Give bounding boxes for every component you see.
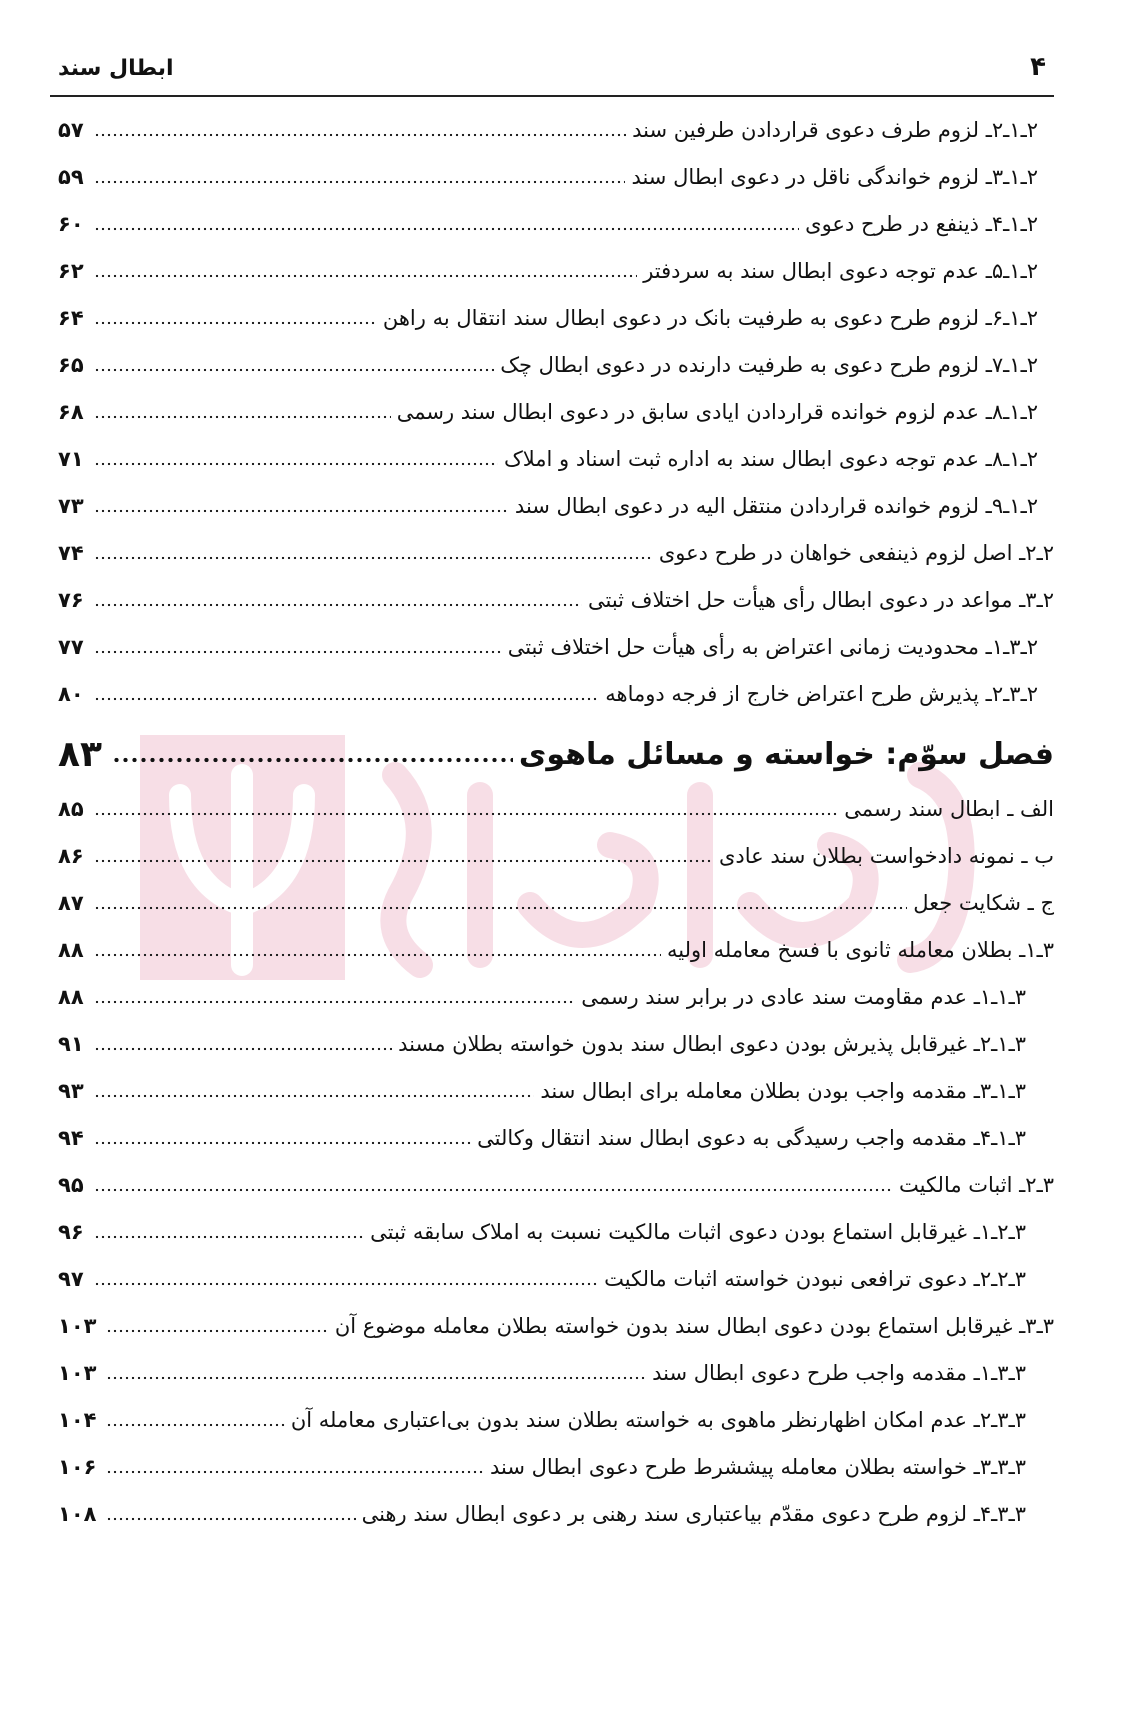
dot-leader bbox=[94, 953, 661, 957]
toc-entry[interactable] bbox=[58, 296, 1038, 340]
dot-leader bbox=[94, 1094, 535, 1098]
toc-entry[interactable] bbox=[58, 1116, 1026, 1160]
toc-entry[interactable] bbox=[58, 672, 1038, 716]
toc-title: ۳ـ۳ـ۲ـ عدم امکان اظهارنظر ماهوی به خواسته بطلان سند بدون بی‌اعتباری معامله آن bbox=[290, 1408, 1026, 1432]
toc-title: ۲ـ۲ـ اصل لزوم ذینفعی خواهان در طرح دعوی bbox=[658, 541, 1054, 565]
toc-title: ج ـ شکایت جعل bbox=[913, 891, 1054, 915]
toc-page: ۸۸ bbox=[58, 985, 84, 1009]
toc-entry[interactable] bbox=[58, 1398, 1026, 1442]
dot-leader bbox=[112, 757, 513, 763]
toc-title: ۳ـ۱ـ۲ـ غیرقابل پذیرش بودن دعوی ابطال سند بدون خواسته بطلان مسند bbox=[398, 1032, 1026, 1056]
dot-leader bbox=[94, 415, 391, 419]
toc-title: ۲ـ۱ـ۷ـ لزوم طرح دعوی به طرفیت دارنده در دعوی ابطال چک bbox=[500, 353, 1038, 377]
toc-page: ۶۵ bbox=[58, 353, 84, 377]
dot-leader bbox=[94, 274, 638, 278]
dot-leader bbox=[94, 1235, 364, 1239]
dot-leader bbox=[106, 1470, 484, 1474]
toc-entry[interactable] bbox=[58, 202, 1038, 246]
toc-entry[interactable] bbox=[58, 578, 1054, 622]
toc-title: ۲ـ۳ـ۱ـ محدودیت زمانی اعتراض به رأی هیأت حل اختلاف ثبتی bbox=[507, 635, 1038, 659]
toc-page: ۸۵ bbox=[58, 797, 84, 821]
toc-entry[interactable] bbox=[58, 1022, 1026, 1066]
toc-page: ۹۶ bbox=[58, 1220, 84, 1244]
toc-title: ۲ـ۳ـ۲ـ پذیرش طرح اعتراض خارج از فرجه دوماهه bbox=[605, 682, 1038, 706]
toc-entry[interactable] bbox=[58, 1304, 1054, 1348]
toc-title: ۳ـ۳ـ غیرقابل استماع بودن دعوی ابطال سند بدون خواسته بطلان معامله موضوع آن bbox=[334, 1314, 1054, 1338]
toc-title: ۳ـ۳ـ۳ـ خواسته بطلان معامله پیششرط طرح دعوی ابطال سند bbox=[489, 1455, 1026, 1479]
dot-leader bbox=[94, 556, 653, 560]
toc-title: ۲ـ۱ـ۸ـ عدم توجه دعوی ابطال سند به اداره ثبت اسناد و املاک bbox=[503, 447, 1038, 471]
toc-page: ۹۵ bbox=[58, 1173, 84, 1197]
toc-title: ۲ـ۱ـ۴ـ ذینفع در طرح دعوی bbox=[805, 212, 1038, 236]
toc-page: ۱۰۶ bbox=[58, 1455, 97, 1479]
toc-page: ۹۱ bbox=[58, 1032, 84, 1056]
dot-leader bbox=[94, 812, 839, 816]
toc-entry[interactable] bbox=[58, 249, 1038, 293]
toc-entry[interactable] bbox=[58, 1163, 1054, 1207]
toc-entry[interactable] bbox=[58, 343, 1038, 387]
toc-entry[interactable] bbox=[58, 834, 1054, 878]
toc-page: ۸۸ bbox=[58, 938, 84, 962]
toc-page: ۱۰۸ bbox=[58, 1502, 97, 1526]
toc-entry[interactable] bbox=[58, 1069, 1026, 1113]
toc-page: ۷۳ bbox=[58, 494, 84, 518]
toc-page: ۶۲ bbox=[58, 259, 84, 283]
toc-title: ۳ـ۲ـ۲ـ دعوی ترافعی نبودن خواسته اثبات مالکیت bbox=[604, 1267, 1026, 1291]
toc-title: ۲ـ۱ـ۵ـ عدم توجه دعوی ابطال سند به سردفتر bbox=[643, 259, 1038, 283]
running-title: ابطال سند bbox=[58, 56, 174, 81]
toc-entry[interactable] bbox=[58, 1445, 1026, 1489]
dot-leader bbox=[94, 509, 509, 513]
toc-entry[interactable] bbox=[58, 1210, 1026, 1254]
toc-title: ۳ـ۲ـ۱ـ غیرقابل استماع بودن دعوی اثبات مالکیت نسبت به املاک سابقه ثبتی bbox=[370, 1220, 1026, 1244]
dot-leader bbox=[94, 603, 582, 607]
dot-leader bbox=[106, 1423, 284, 1427]
dot-leader bbox=[94, 133, 626, 137]
toc-page: ۱۰۳ bbox=[58, 1361, 97, 1385]
toc-page: ۷۷ bbox=[58, 635, 84, 659]
toc-title: ۳ـ۱ـ۱ـ عدم مقاومت سند عادی در برابر سند رسمی bbox=[581, 985, 1026, 1009]
dot-leader bbox=[94, 462, 498, 466]
toc-title: فصل سوّم: خواسته و مسائل ماهوی bbox=[518, 737, 1054, 772]
toc-page: ۹۷ bbox=[58, 1267, 84, 1291]
toc-page: ۷۱ bbox=[58, 447, 84, 471]
toc-title: ۲ـ۳ـ مواعد در دعوی ابطال رأی هیأت حل اختلاف ثبتی bbox=[587, 588, 1054, 612]
dot-leader bbox=[94, 1141, 472, 1145]
page-number: ۴ bbox=[1030, 52, 1046, 82]
toc-title: ۳ـ۱ـ۴ـ مقدمه واجب رسیدگی به دعوی ابطال سند انتقال وکالتی bbox=[477, 1126, 1026, 1150]
dot-leader bbox=[94, 321, 377, 325]
toc-entry[interactable] bbox=[58, 390, 1038, 434]
toc-title: ۳ـ۳ـ۱ـ مقدمه واجب طرح دعوی ابطال سند bbox=[652, 1361, 1026, 1385]
toc-title: ۲ـ۱ـ۲ـ لزوم طرف دعوی قراردادن طرفین سند bbox=[632, 118, 1038, 142]
toc-entry[interactable] bbox=[58, 531, 1054, 575]
toc-title: ۳ـ۱ـ۳ـ مقدمه واجب بودن بطلان معامله برای ابطال سند bbox=[540, 1079, 1026, 1103]
toc-page: ۸۳ bbox=[58, 734, 102, 775]
dot-leader bbox=[94, 697, 600, 701]
dot-leader bbox=[106, 1517, 355, 1521]
toc-page: ۵۷ bbox=[58, 118, 84, 142]
dot-leader bbox=[106, 1329, 328, 1333]
dot-leader bbox=[94, 906, 908, 910]
toc-entry[interactable] bbox=[58, 881, 1054, 925]
toc-page: ۷۶ bbox=[58, 588, 84, 612]
toc-page: ۸۶ bbox=[58, 844, 84, 868]
toc-title: ۳ـ۱ـ بطلان معامله ثانوی با فسخ معامله اولیه bbox=[666, 938, 1054, 962]
toc-entry[interactable] bbox=[58, 625, 1038, 669]
toc-page: ۵۹ bbox=[58, 165, 84, 189]
toc-page: ۹۴ bbox=[58, 1126, 84, 1150]
toc-title: ۲ـ۱ـ۸ـ عدم لزوم خوانده قراردادن ایادی سابق در دعوی ابطال سند رسمی bbox=[396, 400, 1038, 424]
toc-page: ۸۷ bbox=[58, 891, 84, 915]
toc-entry[interactable] bbox=[58, 787, 1054, 831]
dot-leader bbox=[94, 180, 626, 184]
toc-page: ۱۰۴ bbox=[58, 1408, 97, 1432]
dot-leader bbox=[106, 1376, 646, 1380]
toc-title: ۲ـ۱ـ۳ـ لزوم خواندگی ناقل در دعوی ابطال سند bbox=[631, 165, 1038, 189]
toc-entry[interactable] bbox=[58, 108, 1038, 152]
toc-title: الف ـ ابطال سند رسمی bbox=[844, 797, 1054, 821]
toc-page: ۷۴ bbox=[58, 541, 84, 565]
dot-leader bbox=[94, 1047, 392, 1051]
toc-title: ۳ـ۲ـ اثبات مالکیت bbox=[898, 1173, 1054, 1197]
toc-entry[interactable] bbox=[58, 1492, 1026, 1536]
dot-leader bbox=[94, 859, 713, 863]
toc-page: ۶۴ bbox=[58, 306, 84, 330]
toc-entry[interactable] bbox=[58, 928, 1054, 972]
toc-page: ۱۰۳ bbox=[58, 1314, 97, 1338]
toc-page: ۶۸ bbox=[58, 400, 84, 424]
toc-entry[interactable] bbox=[58, 437, 1038, 481]
toc-chapter-heading[interactable] bbox=[58, 727, 1054, 783]
dot-leader bbox=[94, 368, 495, 372]
toc-page: ۸۰ bbox=[58, 682, 84, 706]
toc-title: ۳ـ۳ـ۴ـ لزوم طرح دعوی مقدّم بیاعتباری سند رهنی بر دعوی ابطال سند رهنی bbox=[361, 1502, 1026, 1526]
toc-entry[interactable] bbox=[58, 975, 1026, 1019]
toc-entry[interactable] bbox=[58, 1257, 1026, 1301]
toc-page: ۹۳ bbox=[58, 1079, 84, 1103]
dot-leader bbox=[94, 1188, 893, 1192]
toc-entry[interactable] bbox=[58, 1351, 1026, 1395]
toc-title: ب ـ نمونه دادخواست بطلان سند عادی bbox=[718, 844, 1054, 868]
toc-entry[interactable] bbox=[58, 155, 1038, 199]
toc-title: ۲ـ۱ـ۶ـ لزوم طرح دعوی به طرفیت بانک در دعوی ابطال سند انتقال به راهن bbox=[382, 306, 1038, 330]
toc-entry[interactable] bbox=[58, 484, 1038, 528]
dot-leader bbox=[94, 227, 800, 231]
dot-leader bbox=[94, 1282, 598, 1286]
toc-title: ۲ـ۱ـ۹ـ لزوم خوانده قراردادن منتقل الیه در دعوی ابطال سند bbox=[514, 494, 1038, 518]
dot-leader bbox=[94, 650, 502, 654]
dot-leader bbox=[94, 1000, 576, 1004]
toc-page: ۶۰ bbox=[58, 212, 84, 236]
